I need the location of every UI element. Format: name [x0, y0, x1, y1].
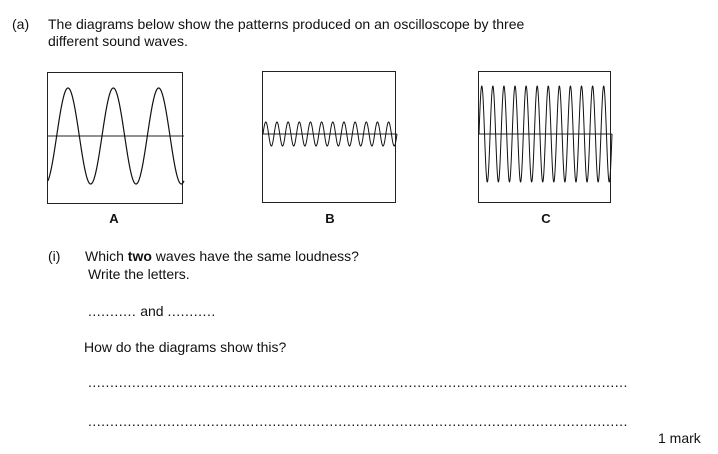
oscilloscope-screen-c: [478, 71, 611, 203]
explanation-answer-line-1[interactable]: ...........................................................................................................................: [88, 374, 628, 390]
subquestion-line1-pre: Which: [85, 248, 128, 264]
oscilloscope-screen-a: [47, 72, 183, 204]
subquestion-line1: [85, 248, 359, 264]
subquestion-number: (i): [48, 248, 61, 264]
subquestion-line1-post: waves have the same loudness?: [151, 248, 359, 264]
waveform-c: [479, 72, 612, 204]
answer-blank-1[interactable]: ...........: [88, 303, 137, 319]
question-part-label: (a): [12, 16, 30, 32]
diagram-label-c: C: [541, 211, 551, 226]
oscilloscope-screen-b: [262, 71, 396, 203]
waveform-a: [48, 73, 184, 205]
subquestion-line1-bold: two: [127, 248, 152, 264]
question-intro-line2: different sound waves.: [48, 33, 188, 49]
how-prompt: How do the diagrams show this?: [84, 339, 287, 355]
answer-blank-2[interactable]: ...........: [167, 303, 216, 319]
answer-and-text: and: [140, 303, 164, 319]
waveform-b: [263, 72, 397, 204]
explanation-answer-line-2[interactable]: ...........................................................................................................................: [88, 413, 628, 429]
diagram-label-a: A: [109, 211, 119, 226]
subquestion-line2: Write the letters.: [88, 266, 190, 282]
diagram-label-b: B: [325, 211, 335, 226]
letters-answer-row: [88, 303, 216, 319]
question-intro-line1: The diagrams below show the patterns produced on an oscilloscope by three: [48, 16, 525, 32]
marks-label: 1 mark: [658, 430, 701, 446]
